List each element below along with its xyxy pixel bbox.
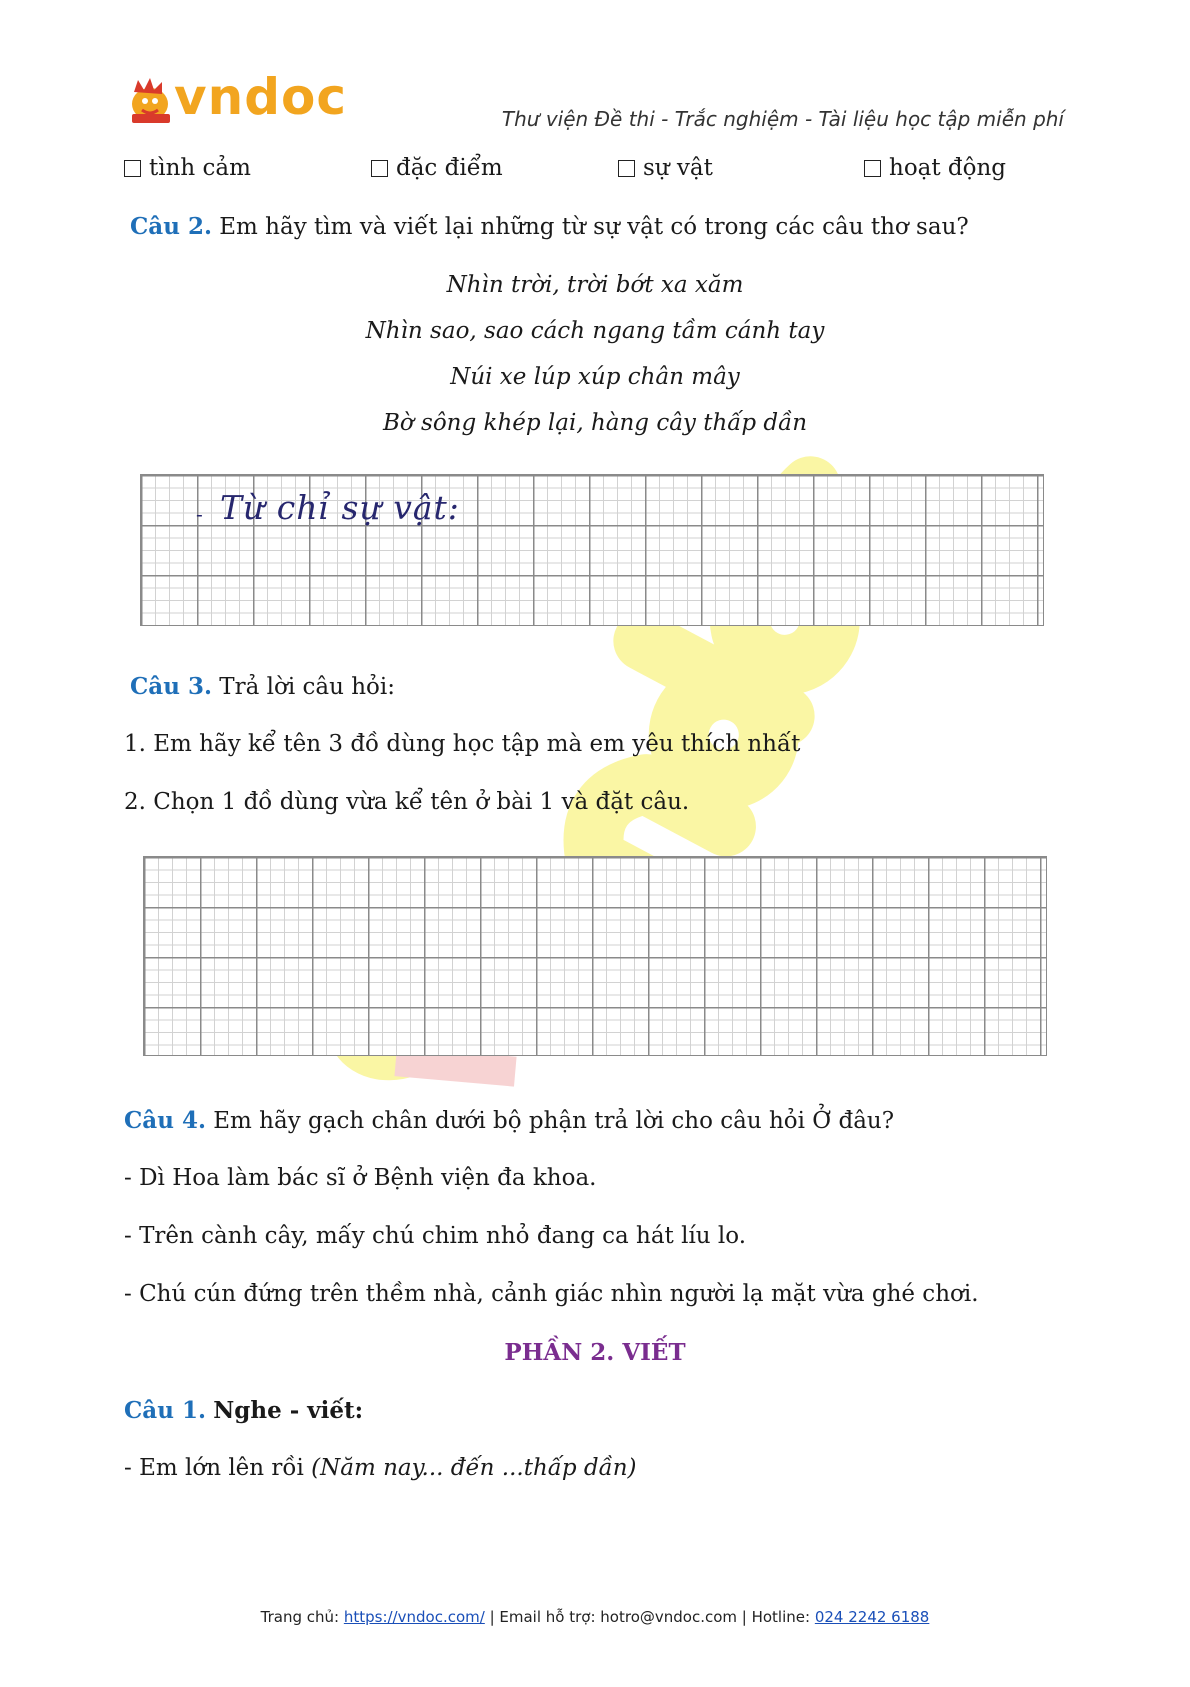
logo[interactable] <box>124 68 356 128</box>
question-2-label: Câu 2. <box>130 213 212 240</box>
poem-line-2: Nhìn sao, sao cách ngang tầm cánh tay <box>365 318 825 344</box>
question-3-label: Câu 3. <box>130 673 212 700</box>
header-tagline: Thư viện Đề thi - Trắc nghiệm - Tài liệu học tập miễn phí <box>501 107 1064 131</box>
poem-line-3: Núi xe lúp xúp chân mây <box>450 364 740 390</box>
question-3-text: Trả lời câu hỏi: <box>219 674 395 700</box>
question-4-item-1: - Dì Hoa làm bác sĩ ở Bệnh viện đa khoa. <box>124 1165 597 1191</box>
option-su-vat[interactable]: sự vật <box>618 155 713 181</box>
question-3-item-1: 1. Em hãy kể tên 3 đồ dùng học tập mà em yêu thích nhất <box>124 731 801 757</box>
option-hoat-dong[interactable]: hoạt động <box>864 155 1006 181</box>
writing-grid-2[interactable] <box>143 856 1047 1056</box>
logo-text: vndoc <box>174 68 347 126</box>
question-3-item-2: 2. Chọn 1 đồ dùng vừa kể tên ở bài 1 và đặt câu. <box>124 789 690 815</box>
question-4 <box>124 1107 894 1134</box>
grid-handwriting: Từ chỉ sự vật: <box>220 488 460 527</box>
footer <box>0 1608 1190 1626</box>
question-3 <box>130 673 395 700</box>
question-2-text: Em hãy tìm và viết lại những từ sự vật có trong các câu thơ sau? <box>219 214 969 240</box>
question-2 <box>130 213 969 240</box>
checkbox-icon[interactable] <box>864 160 881 177</box>
footer-email-text: | Email hỗ trợ: hotro@vndoc.com | Hotline: <box>484 1608 815 1626</box>
footer-home-link[interactable]: https://vndoc.com/ <box>343 1608 485 1626</box>
part-2-question-1-item: - Em lớn lên rồi (Năm nay... đến ...thấp dần) <box>124 1455 637 1481</box>
option-dac-diem[interactable]: đặc điểm <box>371 155 503 181</box>
footer-hotline-link[interactable]: 024 2242 6188 <box>814 1608 930 1626</box>
grid-dash: - <box>196 502 203 526</box>
checkbox-icon[interactable] <box>124 160 141 177</box>
poem-line-4: Bờ sông khép lại, hàng cây thấp dần <box>382 410 808 436</box>
poem-line-1: Nhìn trời, trời bớt xa xăm <box>446 272 744 298</box>
question-4-item-3: - Chú cún đứng trên thềm nhà, cảnh giác nhìn người lạ mặt vừa ghé chơi. <box>124 1281 979 1307</box>
part-2-question-1-text: Nghe - viết: <box>213 1397 364 1424</box>
footer-home-label: Trang chủ: <box>260 1608 344 1626</box>
part-2-question-1-label: Câu 1. <box>124 1397 206 1424</box>
part-2-title: PHẦN 2. VIẾT <box>504 1339 686 1366</box>
part-2-question-1 <box>124 1397 363 1424</box>
option-tinh-cam[interactable]: tình cảm <box>124 155 251 181</box>
checkbox-icon[interactable] <box>371 160 388 177</box>
question-4-text: Em hãy gạch chân dưới bộ phận trả lời cho câu hỏi Ở đâu? <box>213 1108 895 1134</box>
question-4-item-2: - Trên cành cây, mấy chú chim nhỏ đang ca hát líu lo. <box>124 1223 747 1249</box>
question-4-label: Câu 4. <box>124 1107 206 1134</box>
checkbox-icon[interactable] <box>618 160 635 177</box>
